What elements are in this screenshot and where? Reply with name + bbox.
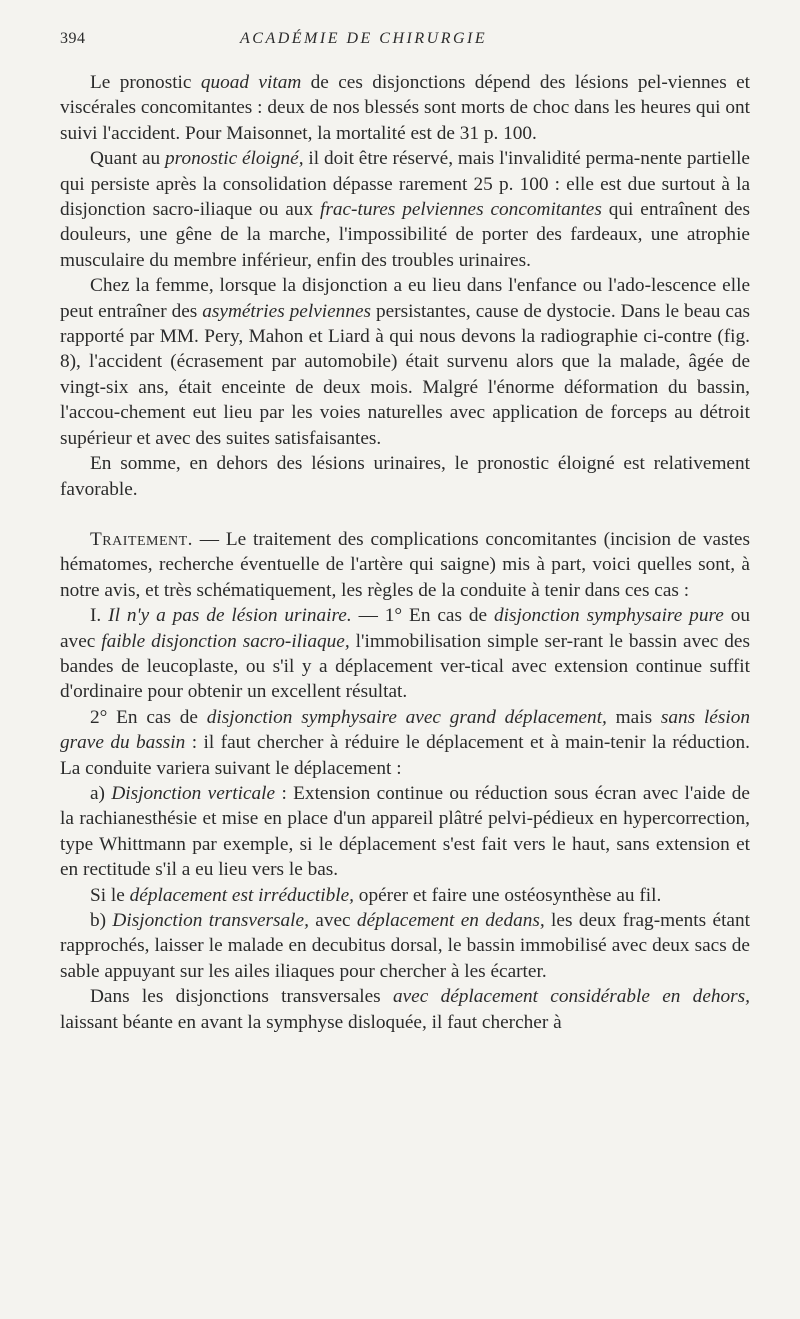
italic-run: disjonction symphysaire avec grand déplacement, — [206, 706, 607, 728]
paragraph-transverse-disjunction — [60, 908, 750, 984]
paragraph-prognosis-vital — [60, 70, 750, 146]
paragraph-women — [60, 273, 750, 451]
paragraph-grand-displacement — [60, 705, 750, 781]
paragraph-vertical-disjunction — [60, 781, 750, 883]
text-run: 2° En cas de — [90, 706, 207, 728]
italic-run: Il n'y a pas de lésion urinaire. — [108, 605, 352, 627]
text-run: qui entraînent des douleurs, une gêne de la marche, l'impossibilité de porter des fardeaux, une atrophie musculaire du membre inférieur, enfin des troubles urinaires. — [60, 199, 750, 271]
italic-run: sans lésion grave du bassin — [60, 706, 751, 754]
text-run: I. — [90, 605, 109, 627]
paragraph-prognosis-distant — [60, 146, 750, 273]
running-title: ACADÉMIE DE CHIRURGIE — [240, 30, 488, 47]
italic-run: pronostic éloigné, — [165, 148, 304, 170]
text-run: Dans les disjonctions transversales — [90, 986, 393, 1008]
text-run: — Le traitement des complications concomitantes (incision de vastes hématomes, recherche éventuelle de l'artère qui saigne) mis à part, voici quelles sont, à notre avis, et très schématiquement, les règles de la conduite à tenir dans ces cas : — [60, 528, 750, 601]
body-text — [60, 70, 750, 1035]
italic-run: déplacement en dedans, — [356, 910, 545, 931]
paragraph-treatment — [60, 527, 750, 603]
section-heading: Traitement. — [90, 528, 193, 550]
paragraph-no-urinary-lesion — [60, 603, 750, 705]
text-run: b) — [90, 910, 113, 931]
italic-run: frac-tures pelviennes concomitantes — [319, 199, 602, 221]
text-run: de ces disjonctions dépend des lésions pel-viennes et viscérales concomitantes : deux de nos blessés sont morts de choc dans les heures qui ont suivi l'accident. Pour Maisonnet, la mortalité est de 31 p. 100. — [60, 72, 750, 144]
paragraph-summary — [60, 451, 750, 502]
text-run: Quant au — [90, 148, 166, 170]
italic-run: déplacement est irréductible, — [129, 884, 354, 906]
text-run: persistantes, cause de dystocie. Dans le beau cas rapporté par MM. Pery, Mahon et Liard à qui nous devons la radiographie ci-contre (fig. 8), l'accident (écrasement par automobile) était survenu alors que la malade, âgée de vingt-six ans, était enceinte de deux mois. Malgré l'énorme déformation du bassin, l'accou-chement eut lieu par les voies naturelles avec application de forceps au détroit supérieur et avec des suites satisfaisantes. — [60, 300, 751, 449]
text-run: Le pronostic — [90, 72, 201, 93]
text-run: En somme, en dehors des lésions urinaires, le pronostic éloigné est relativement favorable. — [60, 453, 750, 500]
text-run: — 1° En cas de — [351, 605, 494, 627]
text-run: ou avec — [60, 605, 750, 652]
italic-run: disjonction symphysaire pure — [494, 605, 724, 627]
italic-run: quoad vitam — [200, 72, 302, 93]
page-header — [60, 30, 750, 58]
text-run: avec — [308, 910, 357, 931]
italic-run: faible disjonction sacro-iliaque, — [101, 630, 350, 652]
text-run: l'immobilisation simple ser-rant le bassin avec des bandes de leucoplaste, ou s'il y a déplacement ver-tical avec extension continue suffit d'ordinaire pour obtenir un excellent résultat. — [60, 630, 750, 703]
paragraph-outward-displacement — [60, 984, 750, 1035]
text-run: mais — [606, 706, 661, 728]
text-run: : Extension continue ou réduction sous écran avec l'aide de la rachianesthésie et mise en place d'un appareil plâtré pelvi-pédieux en hypercorrection, type Whittmann par exemple, si le déplacement s'est fait vers le haut, sans extension et en rectitude s'il a eu lieu vers le bas. — [60, 782, 750, 881]
italic-run: Disjonction transversale, — [112, 910, 309, 931]
text-run: opérer et faire une ostéosynthèse au fil. — [353, 884, 662, 906]
text-run: Chez la femme, lorsque la disjonction a eu lieu dans l'enfance ou l'ado-lescence elle peut entraîner des — [60, 275, 750, 322]
italic-run: avec déplacement considérable en dehors, — [392, 986, 750, 1008]
italic-run: Disjonction verticale — [111, 782, 276, 804]
text-run: Si le — [90, 884, 130, 906]
text-run: il doit être réservé, mais l'invalidité perma-nente partielle qui persiste après la consolidation dépasse rarement 25 p. 100 : elle est due surtout à la disjonction sacro-iliaque ou aux — [60, 148, 750, 221]
paragraph-irreducible — [60, 883, 750, 908]
text-run: : il faut chercher à réduire le déplacement et à main-tenir la réduction. La conduite variera suivant le déplacement : — [60, 732, 750, 779]
text-run: a) — [90, 782, 112, 804]
text-run: laissant béante en avant la symphyse disloquée, il faut chercher à — [60, 1011, 562, 1033]
page-number: 394 — [60, 30, 86, 47]
italic-run: asymétries pelviennes — [202, 300, 372, 322]
text-run: les deux frag-ments étant rapprochés, laisser le malade en decubitus dorsal, le bassin immobilisé avec deux sacs de sable appuyant sur les ailes iliaques pour chercher à les écarter. — [60, 910, 750, 982]
